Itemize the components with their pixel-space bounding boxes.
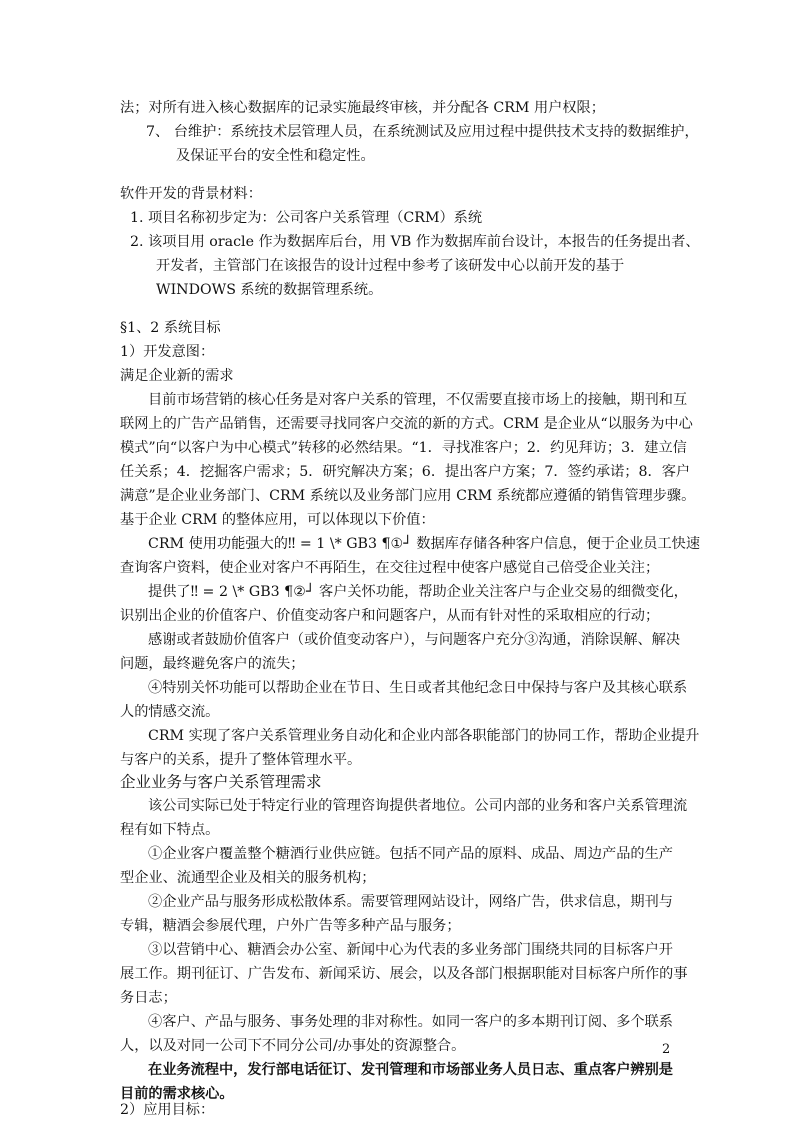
text-line: 及保证平台的安全性和稳定性。: [176, 148, 375, 164]
list-item: 2. 该项目用 oracle 作为数据库后台，用 VB 作为数据库前台设计，本报告的任务提出者、: [130, 234, 700, 250]
subheading: 1）开发意图：: [120, 344, 215, 360]
text-line: ④特别关怀功能可以帮助企业在节日、生日或者其他纪念日中保持与客户及其核心联系: [148, 680, 688, 696]
text-line: CRM 实现了客户关系管理业务自动化和企业内部各职能部门的协同工作，帮助企业提升: [148, 728, 700, 744]
text-line: 提供了‼ = 2 \* GB3 ¶②┘ 客户关怀功能，帮助企业关注客户与企业交易的细微变化，: [148, 584, 688, 600]
list-item: 1. 项目名称初步定为：公司客户关系管理（CRM）系统: [130, 210, 483, 226]
text-line: 目前市场营销的核心任务是对客户关系的管理，不仅需要直接市场上的接触，期刊和互: [148, 392, 688, 408]
text-line: 程有如下特点。: [120, 822, 220, 838]
text-line: 联网上的广告产品销售，还需要寻找同客户交流的新的方式。CRM 是企业从“以服务为中心: [120, 416, 693, 432]
text-line: ③以营销中心、糖酒会办公室、新闻中心为代表的多业务部门围绕共同的目标客户开: [148, 942, 673, 958]
text-line: 法；对所有进入核心数据库的记录实施最终审核，并分配各 CRM 用户权限；: [120, 100, 605, 116]
text-line: 专辑，糖酒会参展代理，户外广告等多种产品与服务；: [120, 918, 461, 934]
text-line: 在业务流程中，发行部电话征订、发刊管理和市场部业务人员日志、重点客户辨别是: [148, 1062, 673, 1078]
text-line: ②企业产品与服务形成松散体系。需要管理网站设计，网络广告，供求信息，期刊与: [148, 894, 673, 910]
text-line: 人，以及对同一公司下不同分公司/办事处的资源整合。: [120, 1038, 466, 1054]
text-line: 任关系；4．挖掘客户需求；5．研究解决方案；6．提出客户方案；7．签约承诺；8．客户: [120, 464, 691, 480]
text-line: 与客户的关系，提升了整体管理水平。: [120, 752, 362, 768]
text-line: CRM 使用功能强大的‼ = 1 \* GB3 ¶①┘ 数据库存储各种客户信息，便于企业员工快速: [148, 536, 701, 552]
section-heading: 企业业务与客户关系管理需求: [120, 773, 322, 791]
text-line: ④客户、产品与服务、事务处理的非对称性。如同一客户的多本期刊订阅、多个联系: [148, 1014, 673, 1030]
text-line: 展工作。期刊征订、广告发布、新闻采访、展会，以及各部门根据职能对目标客户所作的事: [120, 966, 688, 982]
text-line: 识别出企业的价值客户、价值变动客户和问题客户，从而有针对性的采取相应的行动；: [120, 608, 660, 624]
text-line: 满意”是企业业务部门、CRM 系统以及业务部门应用 CRM 系统都应遵循的销售管理步骤。: [120, 488, 696, 504]
text-line: 问题，最终避免客户的流失；: [120, 656, 305, 672]
text-line: 型企业、流通型企业及相关的服务机构；: [120, 870, 376, 886]
section-heading: §1、2 系统目标: [120, 320, 221, 336]
text-line: 查询客户资料，使企业对客户不再陌生，在交往过程中使客户感觉自己倍受企业关注；: [120, 560, 660, 576]
text-line: ①企业客户覆盖整个糖酒行业供应链。包括不同产品的原料、成品、周边产品的生产: [148, 846, 673, 862]
subheading: 满足企业新的需求: [120, 368, 234, 384]
text-line: 人的情感交流。: [120, 704, 220, 720]
text-line: 务日志；: [120, 990, 177, 1006]
text-line: 该公司实际已处于特定行业的管理咨询提供者地位。公司内部的业务和客户关系管理流: [148, 798, 688, 814]
page-number: 2: [662, 1042, 671, 1057]
text-line: 基于企业 CRM 的整体应用，可以体现以下价值：: [120, 512, 435, 528]
section-heading: 软件开发的背景材料：: [120, 186, 262, 202]
subheading: 2）应用目标：: [120, 1102, 215, 1118]
text-line: 感谢或者鼓励价值客户（或价值变动客户），与问题客户充分③沟通，消除误解、解决: [148, 632, 681, 648]
text-line: 7、 台维护：系统技术层管理人员，在系统测试及应用过程中提供技术支持的数据维护，: [146, 124, 699, 140]
text-line: 模式”向“以客户为中心模式”转移的必然结果。“1．寻找准客户；2．约见拜访；3．建立信: [120, 440, 687, 456]
text-line: WINDOWS 系统的数据管理系统。: [156, 282, 383, 298]
text-line: 目前的需求核心。: [120, 1086, 234, 1102]
text-line: 开发者，主管部门在该报告的设计过程中参考了该研发中心以前开发的基于: [156, 258, 625, 274]
